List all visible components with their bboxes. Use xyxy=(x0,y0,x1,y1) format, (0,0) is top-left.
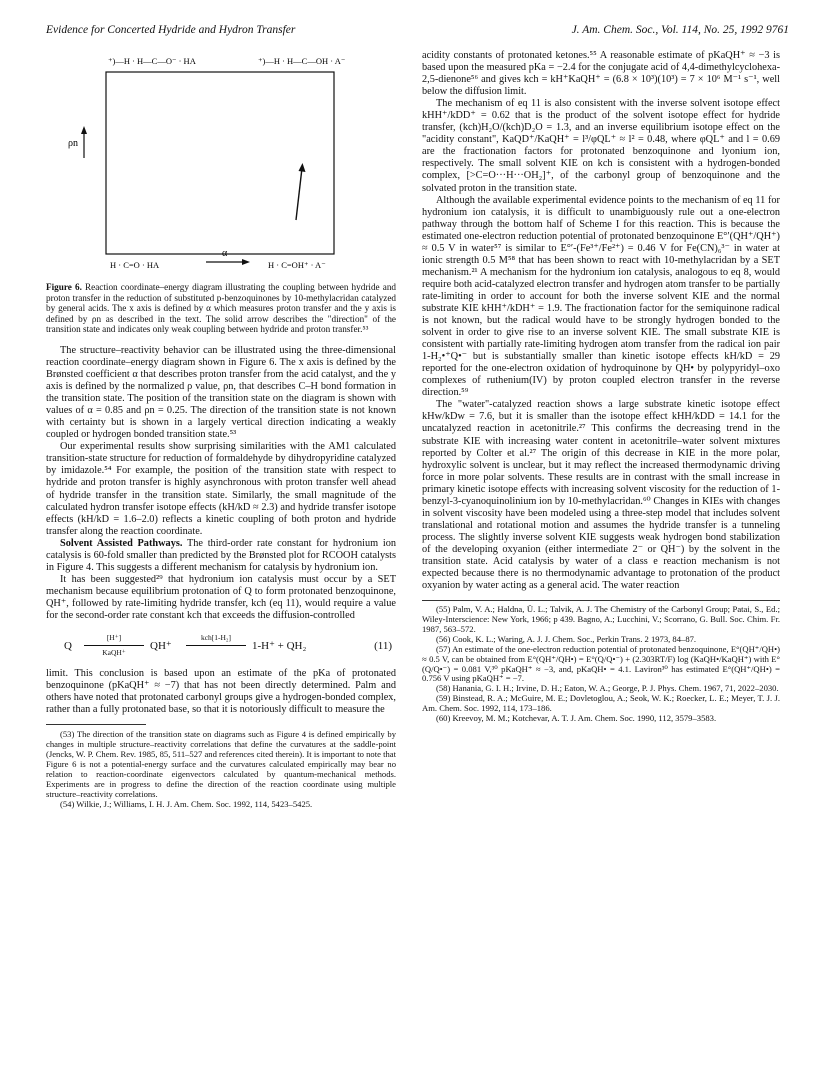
eq-lhs: Q xyxy=(64,640,72,653)
paragraph xyxy=(46,538,396,574)
eq-number: (11) xyxy=(374,640,392,653)
transition-state-arrowhead xyxy=(299,163,306,172)
paragraph: The "water"-catalyzed reaction shows a large substrate kinetic isotope effect kHw/kDw = 7.6, but it is smaller than the isotope effect kHH/kDD = 14.1 for the uncatalyzed reaction in acetonitrile.²⁷ This confirms the decreasing trend in the substrate KIE with increasing water content in acetonitrile–water solvent mixtures reported by Colter et al.²⁷ The origin of this decrease in KIE in the more polar, hydroxylic solvent is unclear, but it may reflect the increased thermodynamic driving force in more polar solvents. These results are in contrast with the small increase in primary kinetic isotope effects with increasing solvent viscosity for the reduction of 1-benzyl-3-cyanoquinolinium ion by 10-methylacridan.⁶⁰ Changes in KIEs with changes in solvent viscosity have been modeled using a three-step model that includes solvent translational and rotational motion and assumes the hydride transfer is a tunneling process. The slightly inverse solvent KIE suggests weak hydrogen bond stabilization of the developing oxyanion (either intermediate 2⁻ or QH⁻) by the solvent in the transition state. Acid catalysis by water of a class e reaction mechanism is not expected because there is no thermodynamic advantage to protonation of the product oxyanion by water acting as a general acid. The water reaction xyxy=(422,399,780,592)
reference-60: (60) Kreevoy, M. M.; Kotchevar, A. T. J. Am. Chem. Soc. 1990, 112, 3579–3583. xyxy=(436,713,717,724)
bottom-left-label: H · C=O · HA xyxy=(110,260,160,270)
x-axis-label: α xyxy=(222,248,228,259)
caption-text: Reaction coordinate–energy diagram illustrating the coupling between hydride and proton transfer in the reduction of substituted p-benzoquinones by 10-methylacridan catalyzed by general acids. The x axis is defined by α which measures proton transfer and the y axis is defined by ρn as described in the text. The solid arrow describes the "direction" of the transition state and indicates only weak coupling between hydride and proton transfer.⁵³ xyxy=(46,282,397,335)
footnote-53: (53) The direction of the transition state on diagrams such as Figure 4 is defined empirically by changes in multiple structure–reactivity correlations that define the curvatures at the saddle-point (Jencks, W. P. Chem. Rev. 1985, 85, 511–527 and references cited therein). It is important to note that Figure 6 is not a potential-energy surface and the curvatures calculated empirically may bear no relation to reaction-coordinate eigenvectors calculated by quantum-mechanical methods. Experiments are in progress to define the direction of the reaction coordinate using multiple structure–reactivity correlations. xyxy=(46,729,396,799)
reaction-coordinate-diagram xyxy=(46,50,396,278)
eq-rhs: 1-H⁺ + QH₂ xyxy=(252,640,307,653)
section-heading: Solvent Assisted Pathways. xyxy=(60,537,183,549)
reference-55: (55) Palm, V. A.; Haldna, Ü. L.; Talvik, A. J. The Chemistry of the Carbonyl Group; Patai, S., Ed.; Wiley-Interscience: New York, 1966; p 439. Bagno, A.; Lucchini, V.; Scorrano, G. Bull. Soc. Chim. Fr. 1987, 563–572. xyxy=(422,604,780,634)
top-right-label: ⁺)—H · H—C—OH · A⁻ xyxy=(258,56,346,66)
transition-state-direction-arrow xyxy=(296,168,302,220)
eq-intermediate: QH⁺ xyxy=(150,640,172,653)
reference-59: (59) Binstead, R. A.; McGuire, M. E.; Dovletoglou, A.; Seok, W. K.; Roecker, L. E.; Meyer, T. J. J. Am. Chem. Soc. 1992, 114, 173–186. xyxy=(422,693,780,714)
eq-arrow1-bottom: KaQH⁺ xyxy=(102,648,126,658)
eq-arrow1-top: [H⁺] xyxy=(106,633,122,643)
diagram-frame xyxy=(106,72,334,254)
eq-rate-arrow xyxy=(186,632,246,647)
paragraph: It has been suggested²⁹ that hydronium ion catalysis must occur by a SET mechanism because equilibrium protonation of Q to form protonated benzoquinone, QH⁺, followed by rate-limiting hydride transfer, kch (eq 11), would require a value for the second-order rate constant kch that exceeds the diffusion-controlled xyxy=(46,573,396,621)
top-left-label: ⁺)—H · H—C—O⁻ · HA xyxy=(108,56,196,66)
x-axis-arrowhead xyxy=(242,259,250,265)
running-header-journal: J. Am. Chem. Soc., Vol. 114, No. 25, 1992 9761 xyxy=(571,24,789,36)
right-column xyxy=(422,50,780,724)
reference-56: (56) Cook, K. L.; Waring, A. J. J. Chem. Soc., Perkin Trans. 2 1973, 84–87. xyxy=(436,633,697,644)
running-header-title: Evidence for Concerted Hydride and Hydron Transfer xyxy=(46,24,296,36)
paragraph: acidity constants of protonated ketones.⁵⁵ A reasonable estimate of pKaQH⁺ ≈ −3 is based upon the measured pKa = −2.4 for the conjugate acid of 4,4-dimethylcyclohexa-2,5-dienone⁵⁶ and gives kch = kH⁺KaQH⁺ = (6.8 × 10³)(10³) = 7 × 10⁶ M⁻¹ s⁻¹, well below the diffusion limit. xyxy=(422,50,780,98)
caption-lead: Figure 6. xyxy=(46,282,82,292)
paragraph: The structure–reactivity behavior can be illustrated using the three-dimensional reaction coordinate–energy diagram shown in Figure 6. The x axis is defined by the Brønsted coefficient α that describes proton transfer from the acid catalyst, and the y axis is defined by the normalized ρ value, ρn, that describes C–H bond formation in the transition state. The position of the transition state on the diagram is shown with values of α = 0.85 and ρn = 0.25. The direction of the transition state is not known with certainty but is shown in a largely vertical direction indicating a weakly coupled or hydrogen bonded transition state.⁵³ xyxy=(46,344,396,441)
footnote-54: (54) Wilkie, J.; Williams, I. H. J. Am. Chem. Soc. 1992, 114, 5423–5425. xyxy=(60,798,313,809)
footnote-rule xyxy=(46,724,146,725)
eq-arrow2-top: kch[1-H₂] xyxy=(200,633,232,643)
figure-caption xyxy=(46,282,396,335)
paragraph: The mechanism of eq 11 is also consistent with the inverse solvent isotope effect kHH⁺/kDD⁺ = 0.62 that is the product of the solvent isotope effect for hydride transfer, (kch)H₂O/(kch)D₂O = 1.3, and an inverse equilibrium isotope effect on the "acidity constant", KaQD⁺/KaQH⁺ = l³/φQL⁺ ≈ l² = 0.48, where φQL⁺ and l = 0.69 are the fractionation factors for protonated benzoquinone and lyonium ion, respectively. The small solvent KIE on kch is consistent with a hydrogen-bonded complex, [>C=O···H···OH₂]⁺, of the carbonyl group of benzoquinone and the solvated proton in the transition state. xyxy=(422,98,780,194)
equation-11 xyxy=(46,628,396,664)
reference-58: (58) Hanania, G. I. H.; Irvine, D. H.; Eaton, W. A.; George, P. J. Phys. Chem. 1967, 71, 2022–2030. xyxy=(436,683,779,694)
figure-6 xyxy=(46,50,396,278)
paragraph: limit. This conclusion is based upon an estimate of the pKa of protonated benzoquinone (pKaQH⁺ ≈ −7) that has not been directly determined. Palm and others have noted that protonated carbonyl groups give a hydrogen-bonded complex, rather than a fully protonated base, so that it is notoriously difficult to measure the xyxy=(46,668,396,716)
y-axis-arrowhead xyxy=(81,126,87,134)
left-column xyxy=(46,50,396,809)
eq-equilibrium-arrow xyxy=(84,632,144,659)
references xyxy=(422,600,780,724)
paragraph: Although the available experimental evidence points to the mechanism of eq 11 for hydronium ion catalysis, it is difficult to unambiguously rule out a one-electron pathway through the bottom half of Scheme I for this reaction. This is because the estimated one-electron reduction potential of protonated benzoquinone E°′(QH⁺/QH⁺) ≈ 0.5 V in water⁵⁷ is similar to E°′-(Fe³⁺/Fe²⁺) = 0.46 V for Fe(CN)₆³⁻ in water at ionic strength 0.5 M⁵⁸ that has been shown to react with 10-methylacridan by a SET mechanism.²¹ A mechanism for the hydronium ion catalysis, analogous to eq 8, would require both acid-catalyzed electron transfer and hydrogen atom transfer to be partially rate-limiting in order to account for both the inverse solvent KIE and the normal substrate KIE kHH⁺/kDH⁺ = 1.9. The fractionation factor for the semiquinone radical is not known, but the radical would have to be strongly hydrogen bonded to the solvent in order to give rise to an inverse solvent KIE. The small substrate KIE is consistent with partially rate-limiting hydrogen atom transfer from the radical ion pair 1-H₂•⁺Q•⁻ but is substantially smaller than kinetic isotope effects kH/kD = 29 reported for the one-electron oxidation of hydroquinone by QH• by polypyridyl–oxo complexes of ruthenium(IV) by proton coupled electron transfer in the reverse direction.⁵⁹ xyxy=(422,194,780,399)
paragraph: Our experimental results show surprising similarities with the AM1 calculated transition-state structure for reduction of formaldehyde by dihydropyridine catalyzed by imidazole.⁵⁴ For example, the position of the transition state with respect to hydride and proton transfer is highly asynchronous with proton transfer well ahead of hydride transfer in the transition state. Similarly, the small magnitude of the calculated hydron transfer isotope effects (kH/kD ≈ 2.3) and hydride transfer isotope effects (kH/kD = 1.6–2.0) reflects a kinetic coupling of both proton and hydride transfer along the reaction coordinate. xyxy=(46,441,396,537)
paragraph-text: The third-order rate constant for hydronium ion catalysis is 60-fold smaller than predicted by the Brønsted plot for RCOOH catalysts in Figure 4. This suggests a different mechanism for catalysis by hydronium ion. xyxy=(46,537,396,573)
bottom-right-label: H · C=OH⁺ · A⁻ xyxy=(268,260,326,270)
y-axis-label: ρn xyxy=(68,138,78,149)
reference-57: (57) An estimate of the one-electron reduction potential of protonated benzoquinone, E°(QH⁺/QH•) ≈ 0.5 V, can be obtained from E°(QH⁺/QH•) = E°(Q/Q•⁻) + (2.303RT/F) log (KaQH•/KaQH⁺) with E°(Q/Q•⁻) = 0.081 V,³⁰ pKaQH⁺ ≈ −3, and, pKaQH• = 4.1. Laviron³⁰ has estimated E°(QH⁺/QH•) = 0.756 V using pKaQH⁺ = −7. xyxy=(422,643,780,684)
